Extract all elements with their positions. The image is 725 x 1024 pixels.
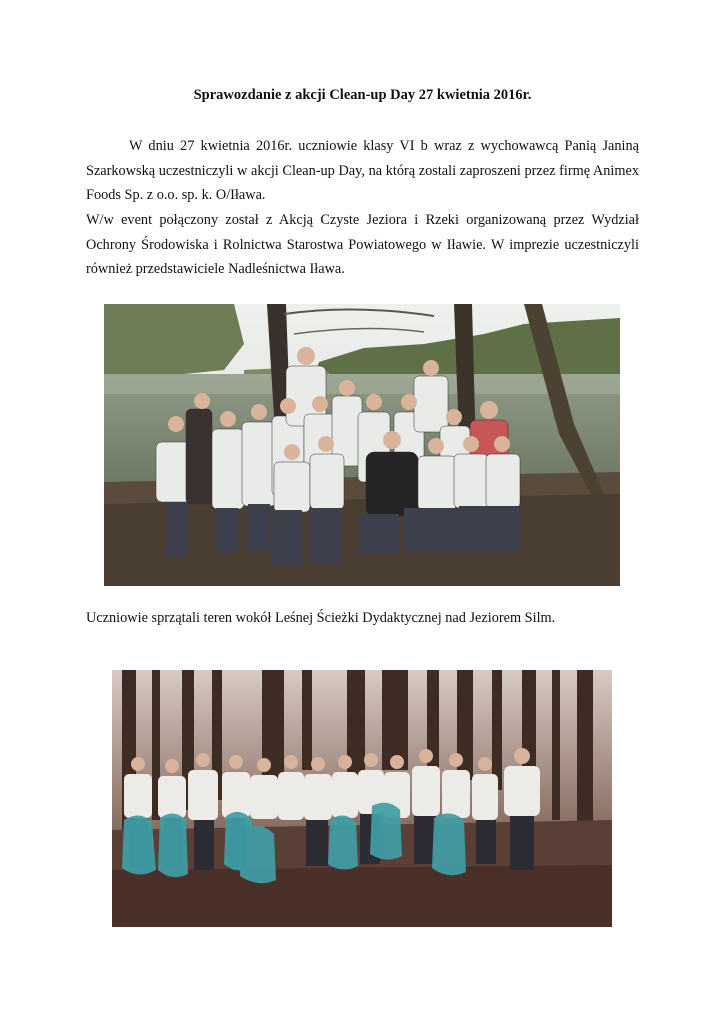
photo-group-at-lake: [104, 304, 620, 586]
caption-forest-path: Uczniowie sprzątali teren wokół Leśnej Ścieżki Dydaktycznej nad Jeziorem Silm.: [86, 610, 556, 626]
paragraph-intro: W dniu 27 kwietnia 2016r. uczniowie klasy VI b wraz z wychowawcą Panią Janiną Szarkowską uczestniczyli w akcji Clean-up Day, na którą zostali zaproszeni przez firmę Animex Foods Sp. z o.o. sp. k. O/Iława.: [86, 138, 639, 203]
paragraph-event: W/w event połączony został z Akcją Czyste Jeziora i Rzeki organizowaną przez Wydział Ochrony Środowiska i Rolnictwa Starostwa Powiatowego w Iławie. W imprezie uczestniczyli również przedstawiciele Nadleśnictwa Iława.: [86, 212, 639, 277]
photo-group-in-forest: [112, 670, 612, 927]
report-title: Sprawozdanie z akcji Clean-up Day 27 kwietnia 2016r.: [193, 87, 532, 103]
